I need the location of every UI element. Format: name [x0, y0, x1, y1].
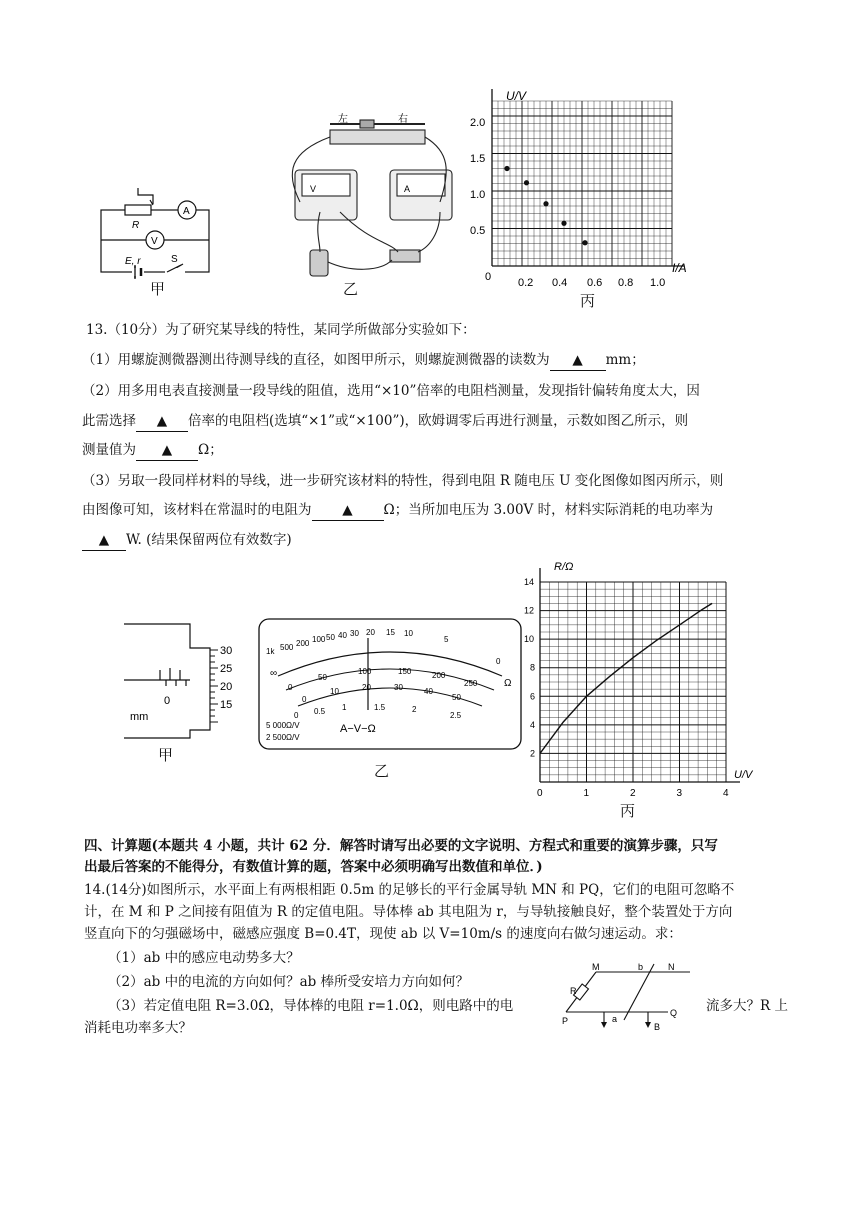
caption-jia-mid: 甲 — [158, 746, 174, 764]
dial-top-10: 10 — [404, 629, 413, 638]
dial-inner-10: 10 — [330, 687, 339, 696]
ru-ytick: 10 — [524, 634, 535, 645]
ru-line-chart — [522, 556, 762, 802]
q13-part3-text-b: Ω；当所加电压为 3.00V 时，材料实际消耗的电功率为 — [383, 502, 714, 518]
ui-ytick-1-0: 1.0 — [470, 189, 486, 201]
q13-part1-text: （1）用螺旋测微器测出待测导线的直径，如图甲所示，则螺旋测微器的读数为 — [82, 352, 550, 368]
q14-sub2: （2）ab 中的电流的方向如何？ab 棒所受安培力方向如何？ — [108, 974, 470, 990]
figure-ui-graph-bing — [462, 86, 702, 292]
q13-part3-line1: （3）另取一段同样材料的导线，进一步研究该材料的特性，得到电阻 R 随电压 U 变化图像如图丙所示，则 — [82, 473, 724, 489]
dial-top-1k: 1k — [266, 647, 275, 656]
q13-blank-5[interactable] — [82, 530, 126, 551]
caption-jia-top: 甲 — [150, 280, 166, 298]
micrometer-tick-25: 25 — [220, 663, 233, 675]
dial-mid-150: 150 — [398, 667, 412, 676]
rail-label-M: M — [592, 962, 600, 972]
ui-ylabel: U/V — [506, 89, 527, 103]
ru-ytick: 8 — [530, 662, 536, 673]
figure-ru-graph-bing — [522, 556, 762, 802]
dial-mid-100: 100 — [358, 667, 372, 676]
meter-label-a: A — [404, 184, 411, 194]
circuit-diagram — [95, 180, 215, 290]
dial-inner-40: 40 — [424, 687, 433, 696]
dial-model: A−V−Ω — [340, 723, 376, 735]
ru-ylabel: R/Ω — [554, 561, 574, 573]
dial-low-1: 1 — [342, 703, 347, 712]
dial-label-2500: 2 500Ω/V — [266, 733, 300, 742]
dial-label-5000: 5 000Ω/V — [266, 721, 300, 730]
ui-data-point — [543, 201, 548, 206]
dial-ohm: Ω — [504, 678, 512, 689]
blank-mark: ▲ — [98, 532, 110, 548]
ru-ytick: 14 — [524, 577, 535, 587]
ui-xtick-0-4: 0.4 — [552, 277, 568, 289]
q13-part2-text-a: 此需选择 — [82, 413, 136, 429]
dial-inner-50: 50 — [452, 693, 461, 702]
q14-sub3-c: 消耗电功率多大？ — [84, 1020, 192, 1036]
label-V: V — [151, 236, 158, 247]
dial-low-1-5: 1.5 — [374, 703, 386, 712]
blank-mark: ▲ — [572, 352, 583, 368]
blank-mark: ▲ — [342, 502, 353, 518]
q14-line3: 竖直向下的匀强磁场中，磁感应强度 B=0.4T，现使 ab 以 V=10m/s 的速度向右做匀速运动。求： — [84, 926, 682, 942]
label-S: S — [171, 254, 178, 265]
q14-sub3-a: （3）若定值电阻 R=3.0Ω，导体棒的电阻 r=1.0Ω，则电路中的电 — [108, 998, 514, 1014]
q14-sub1: （1）ab 中的感应电动势多大？ — [108, 950, 300, 966]
dial-low-0-5: 0.5 — [314, 707, 326, 716]
dial-infinity: ∞ — [270, 668, 278, 679]
q13-part2-line2 — [82, 407, 688, 435]
ui-xlabel: I/A — [672, 261, 687, 275]
figure-rails — [558, 958, 698, 1030]
label-right: 右 — [398, 114, 408, 125]
dial-mid-0: 0 — [288, 683, 293, 692]
figure-micrometer-jia — [120, 620, 250, 750]
dial-top-40: 40 — [338, 631, 347, 640]
q13-blank-3[interactable] — [136, 440, 198, 461]
dial-top-0: 0 — [496, 657, 501, 666]
dial-low-2: 2 — [412, 705, 417, 714]
dial-mid-50: 50 — [318, 673, 327, 682]
ru-xtick: 2 — [630, 788, 636, 799]
q13-part1 — [82, 346, 645, 374]
apparatus-drawing — [280, 112, 455, 287]
rail-label-b: b — [638, 962, 644, 972]
dial-low-0: 0 — [294, 711, 299, 720]
dial-top-15: 15 — [386, 628, 395, 637]
ru-xtick: 4 — [723, 788, 729, 799]
q14-line2: 计，在 M 和 P 之间接有阻值为 R 的定值电阻。导体棒 ab 其电阻为 r，与导轨接触良好，整个装置处于方向 — [84, 904, 733, 920]
dial-mid-200: 200 — [432, 671, 446, 680]
q13-part3-text-c: W. (结果保留两位有效数字) — [126, 532, 292, 548]
ru-xtick: 1 — [583, 788, 590, 799]
figure-circuit-jia — [95, 180, 215, 290]
q14-sub3-b: 流多大？R 上 — [706, 998, 788, 1014]
micrometer-tick-20: 20 — [220, 681, 233, 693]
q13-part3-text-a: 由图像可知，该材料在常温时的电阻为 — [82, 502, 312, 518]
rail-label-P: P — [562, 1016, 569, 1026]
ui-ytick-1-5: 1.5 — [470, 153, 486, 165]
label-R: R — [132, 220, 140, 231]
label-left: 左 — [338, 114, 348, 125]
ui-xtick-1-0: 1.0 — [650, 277, 666, 289]
rail-label-B: B — [654, 1022, 661, 1030]
dial-inner-0: 0 — [302, 695, 307, 704]
caption-bing-mid: 丙 — [620, 802, 636, 820]
dial-inner-20: 20 — [362, 683, 371, 692]
ui-data-point — [524, 180, 529, 185]
q13-part2-unit: Ω； — [198, 442, 223, 458]
rails-diagram — [558, 958, 698, 1030]
q13-part3-line3 — [82, 526, 292, 554]
caption-bing-top: 丙 — [580, 292, 596, 310]
q13-part1-unit: mm； — [605, 352, 645, 368]
ru-ytick: 4 — [530, 719, 536, 730]
q13-blank-4[interactable] — [312, 500, 384, 521]
dial-inner-30: 30 — [394, 683, 403, 692]
section4-title-line1: 四、计算题(本题共 4 小题，共计 62 分．解答时请写出必要的文字说明、方程式和重要的演算步骤，只写 — [84, 838, 718, 854]
dial-low-2-5: 2.5 — [450, 711, 462, 720]
ui-xtick-0-8: 0.8 — [618, 277, 634, 289]
q13-part3-line2 — [82, 496, 713, 524]
dial-top-5: 5 — [444, 635, 449, 644]
ru-series-line — [540, 603, 712, 753]
ru-ytick: 12 — [524, 605, 535, 616]
ru-xtick: 3 — [676, 788, 683, 799]
micrometer-zero: 0 — [164, 695, 171, 707]
label-A: A — [183, 206, 190, 217]
ui-origin: 0 — [485, 271, 492, 283]
rail-label-Q: Q — [670, 1008, 678, 1018]
micrometer-tick-15: 15 — [220, 699, 233, 711]
micrometer-unit: mm — [130, 711, 149, 723]
blank-mark: ▲ — [161, 442, 173, 458]
ru-ytick: 2 — [530, 748, 536, 759]
rail-label-R: R — [570, 986, 577, 996]
figure-multimeter-yi — [258, 618, 522, 750]
dial-top-500: 500 — [280, 643, 294, 652]
q13-part2-line3 — [82, 436, 223, 464]
dial-top-30: 30 — [350, 629, 359, 638]
ru-xlabel: U/V — [734, 769, 753, 781]
q13-stem: 13.（10分）为了研究某导线的特性，某同学所做部分实验如下： — [86, 322, 476, 338]
q13-part2-text-c: 测量值为 — [82, 442, 136, 458]
multimeter-dial — [258, 618, 522, 750]
ui-data-point — [561, 221, 566, 226]
micrometer-drawing — [120, 620, 250, 750]
dial-top-200: 200 — [296, 639, 310, 648]
ui-ytick-0-5: 0.5 — [470, 225, 486, 237]
dial-top-20: 20 — [366, 628, 375, 637]
ui-ytick-2-0: 2.0 — [470, 117, 486, 129]
ui-data-point — [582, 240, 587, 245]
micrometer-tick-30: 30 — [220, 645, 233, 657]
q13-blank-1[interactable] — [550, 350, 606, 371]
rail-label-a: a — [612, 1014, 618, 1024]
dial-top-100: 100 — [312, 635, 326, 644]
caption-yi-mid: 乙 — [374, 762, 390, 780]
dial-top-50: 50 — [326, 633, 335, 642]
q13-part2-line1: （2）用多用电表直接测量一段导线的阻值，选用“×10”倍率的电阻档测量，发现指针偏转角度太大，因 — [82, 383, 700, 399]
ui-xtick-0-6: 0.6 — [587, 277, 603, 289]
ui-scatter-chart — [462, 86, 702, 292]
figure-apparatus-yi — [280, 112, 455, 287]
meter-label-v: V — [310, 184, 317, 194]
caption-yi-top: 乙 — [343, 280, 359, 298]
ru-xtick: 0 — [537, 788, 543, 799]
ru-ytick: 6 — [530, 691, 536, 702]
section4-title-line2: 出最后答案的不能得分，有数值计算的题，答案中必须明确写出数值和单位．) — [84, 859, 543, 875]
dial-mid-250: 250 — [464, 679, 478, 688]
blank-mark: ▲ — [156, 413, 168, 429]
ui-xtick-0-2: 0.2 — [518, 277, 534, 289]
q14-line1: 14.(14分)如图所示，水平面上有两根相距 0.5m 的足够长的平行金属导轨 MN 和 PQ，它们的电阻可忽略不 — [84, 882, 735, 898]
q13-blank-2[interactable] — [136, 411, 188, 432]
ui-data-point — [504, 166, 509, 171]
label-E-r: E, r — [125, 256, 141, 267]
q13-part2-text-b: 倍率的电阻档(选填“×1”或“×100”)，欧姆调零后再进行测量，示数如图乙所示，则 — [188, 413, 689, 429]
rail-label-N: N — [668, 962, 675, 972]
